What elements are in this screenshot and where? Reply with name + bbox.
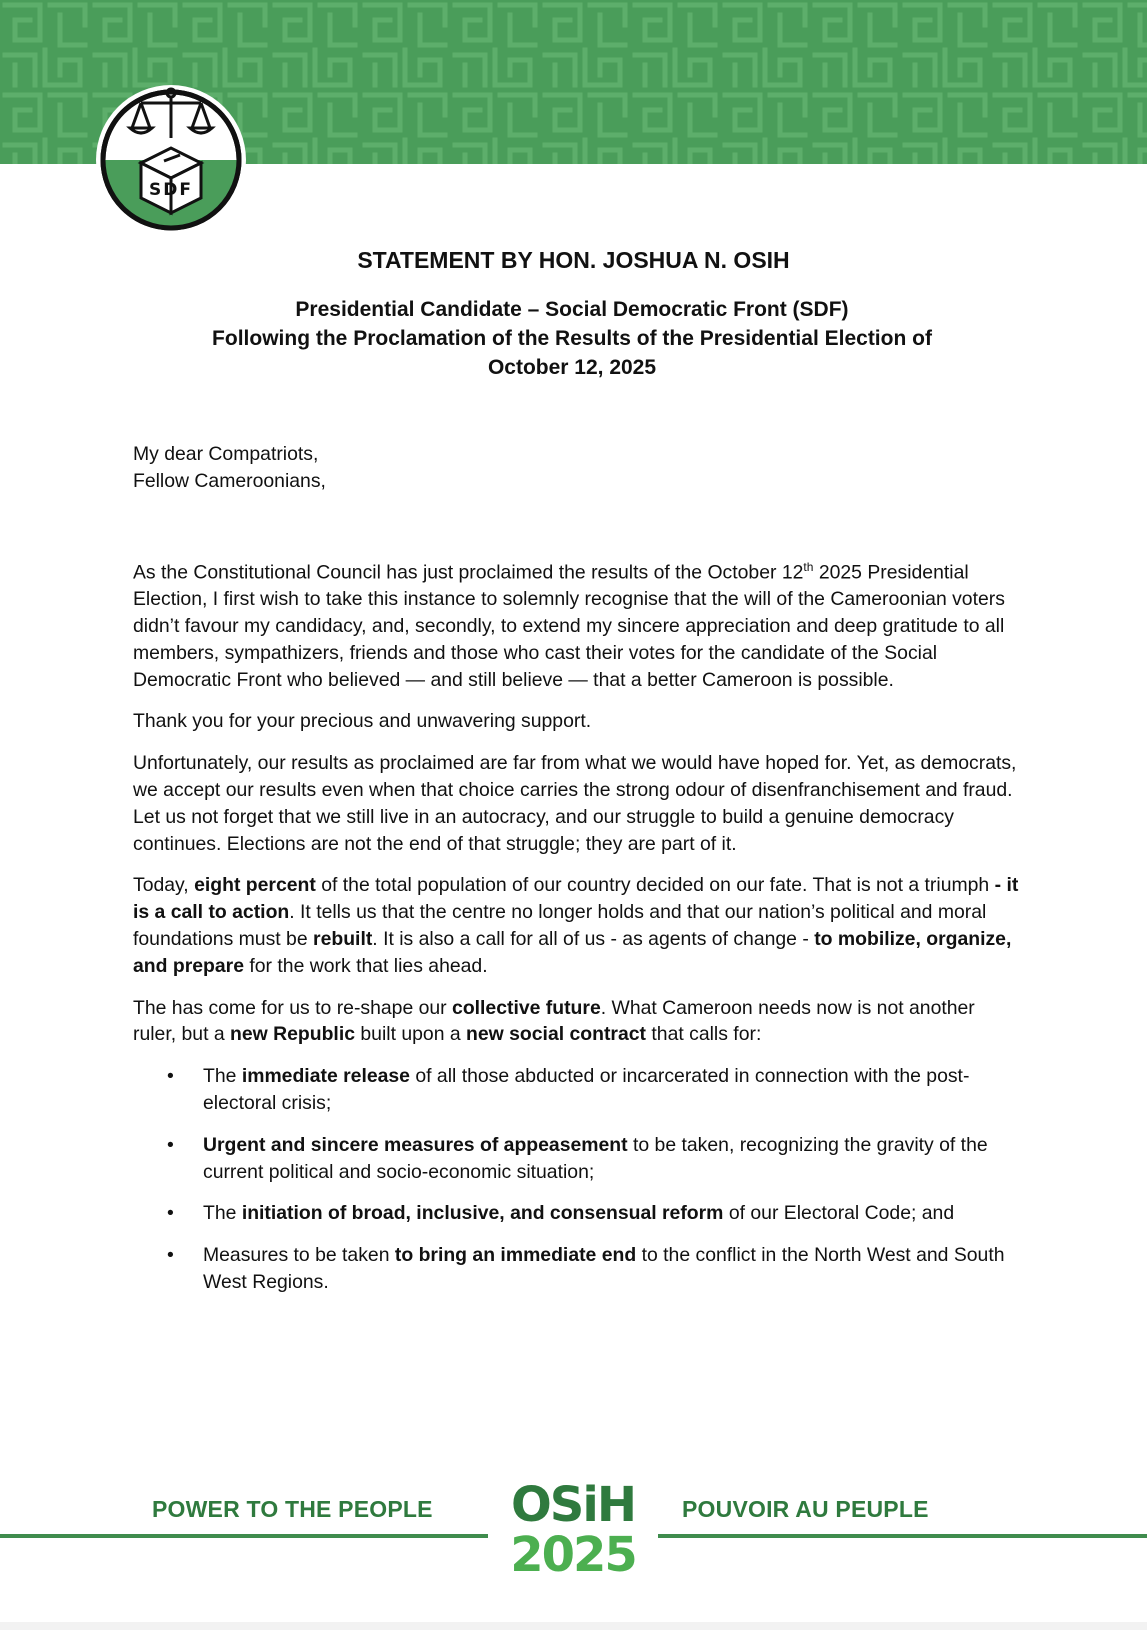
p4-text: Today, xyxy=(133,874,195,897)
bullet-text: The xyxy=(203,1065,242,1088)
bullet-text: of all those abducted or incarcerated in connection with the post-electoral crisis; xyxy=(203,1065,970,1115)
paragraph-1-text-a: As the Constitutional Council has just proclaimed the results of the October 12 xyxy=(133,561,804,584)
sdf-logo xyxy=(94,83,248,237)
p5-bold: new social contract xyxy=(466,1023,647,1046)
p4-bold: eight percent xyxy=(194,874,316,897)
paragraph-3: Unfortunately, our results as proclaimed are far from what we would have hoped for. Yet, as democrats, we accept our results even when that choice carries the strong odour of disenfranchisement and fraud. Let us not forget that we still live in an autocracy, and our struggle to build a genuine democracy continues. Elections are not the end of that struggle; they are part of it. xyxy=(133,752,1017,855)
subtitle-line-3: October 12, 2025 xyxy=(487,356,657,379)
bullet-text: of our Electoral Code; and xyxy=(723,1202,955,1225)
p5-text: that calls for: xyxy=(646,1023,762,1046)
bullet-bold: Urgent and sincere measures of appeasement xyxy=(203,1133,628,1156)
footer-rule-left xyxy=(0,1534,488,1538)
bullet-text: The xyxy=(203,1202,242,1225)
p4-bold: to mobilize, organize, and prepare xyxy=(133,928,1012,977)
p4-text: for the work that lies ahead. xyxy=(244,954,488,977)
greeting xyxy=(133,441,1021,495)
paragraph-1 xyxy=(133,554,1021,693)
subtitle-line-1: Presidential Candidate – Social Democratic Front (SDF) xyxy=(295,298,849,321)
bullet-bold: to bring an immediate end xyxy=(394,1244,637,1267)
slogan-english: POWER TO THE PEOPLE xyxy=(152,1496,433,1522)
campaign-logo xyxy=(503,1477,643,1590)
subtitle xyxy=(140,295,1004,382)
bullet-bold: immediate release xyxy=(241,1065,410,1088)
greeting-line-2: Fellow Cameroonians, xyxy=(133,469,326,492)
slogan-french: POUVOIR AU PEUPLE xyxy=(682,1496,929,1522)
list-item xyxy=(133,1200,1021,1227)
ordinal-suffix: th xyxy=(803,560,814,574)
demands-list xyxy=(133,1063,1021,1296)
p4-text: . It tells us that the centre no longer holds and that our nation’s political and moral foundations must be xyxy=(133,901,987,951)
list-item xyxy=(133,1063,1021,1117)
logo-text: SDF xyxy=(149,180,193,200)
p5-text: . What Cameroon needs now is not another ruler, but a xyxy=(133,996,975,1046)
subtitle-line-2: Following the Proclamation of the Results of the Presidential Election of xyxy=(212,327,932,350)
p5-bold: new Republic xyxy=(230,1023,355,1046)
greeting-line-1: My dear Compatriots, xyxy=(133,443,319,465)
p5-text: built upon a xyxy=(355,1023,467,1046)
p4-bold: rebuilt xyxy=(313,928,373,951)
paragraph-5 xyxy=(133,995,1021,1049)
list-item xyxy=(133,1132,1021,1186)
paragraph-2: Thank you for your precious and unwavering support. xyxy=(133,710,592,733)
p4-text: of the total population of our country decided on our fate. That is not a triumph xyxy=(315,874,995,897)
footer-rule-right xyxy=(658,1534,1147,1538)
statement-body xyxy=(133,554,1021,1311)
paragraph-4 xyxy=(133,872,1021,979)
campaign-year: 2025 xyxy=(510,1527,636,1583)
p5-bold: collective future xyxy=(452,996,601,1019)
p4-text: . It is also a call for all of us - as agents of change - xyxy=(372,928,815,951)
paragraph-1-text-b: 2025 Presidential Election, I first wish to take this instance to solemnly recognise that the will of the Cameroonian voters didn’t favour my candidacy, and, secondly, to extend my sincere appreciation and deep gratitude to all members, sympathizers, friends and those who cast their votes for the candidate of the Social Democratic Front who believed — and still believe — that a better Cameroon is possible. xyxy=(133,561,1005,691)
p5-text: The has come for us to re-shape our xyxy=(133,996,453,1019)
bullet-text: to be taken, recognizing the gravity of the current political and socio-economic situation; xyxy=(203,1133,988,1183)
bullet-bold: initiation of broad, inclusive, and consensual reform xyxy=(241,1202,724,1225)
page-title: STATEMENT BY HON. JOSHUA N. OSIH xyxy=(357,247,790,273)
bullet-text: to the conflict in the North West and South West Regions. xyxy=(203,1244,1005,1293)
campaign-name: OSiH xyxy=(511,1477,635,1533)
footer xyxy=(0,1477,1147,1590)
page-bottom-edge xyxy=(0,1622,1147,1630)
p4-bold: - it is a call to action xyxy=(133,874,1019,924)
list-item xyxy=(133,1242,1021,1296)
bullet-text: Measures to be taken xyxy=(203,1244,395,1267)
